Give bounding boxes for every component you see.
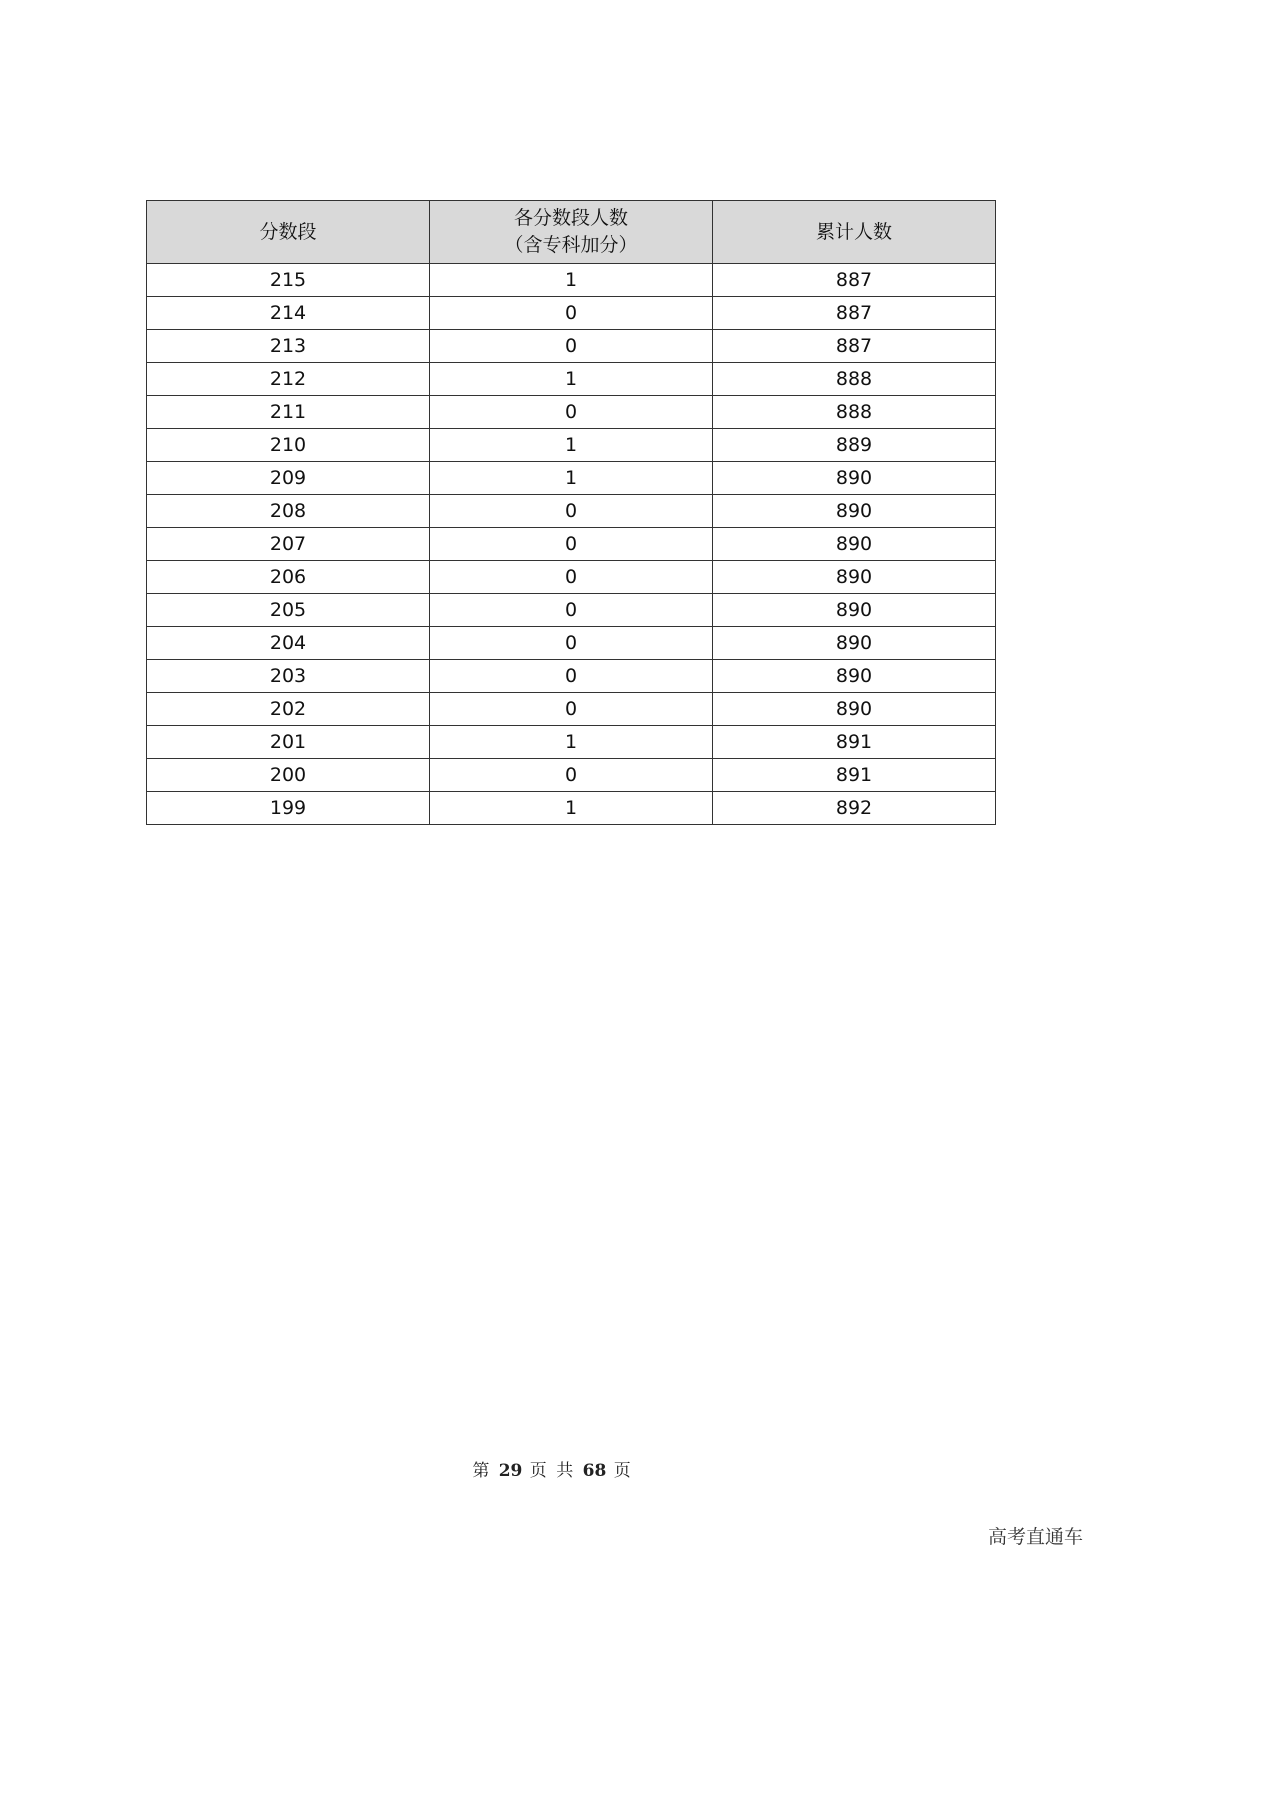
cell-score: 210 <box>147 429 430 462</box>
cell-cumulative: 892 <box>713 792 996 825</box>
cell-count: 0 <box>430 330 713 363</box>
page-footer <box>0 1456 1105 1481</box>
header-row <box>147 201 996 264</box>
cell-count: 0 <box>430 759 713 792</box>
table-body <box>147 264 996 825</box>
cell-count: 0 <box>430 693 713 726</box>
header-score <box>147 201 430 264</box>
table-row <box>147 495 996 528</box>
cell-cumulative: 887 <box>713 297 996 330</box>
table-row <box>147 693 996 726</box>
cell-score: 215 <box>147 264 430 297</box>
cell-count: 0 <box>430 561 713 594</box>
table-row <box>147 330 996 363</box>
table-row <box>147 462 996 495</box>
cell-count: 1 <box>430 726 713 759</box>
cell-score: 199 <box>147 792 430 825</box>
header-count <box>430 201 713 264</box>
cell-count: 0 <box>430 594 713 627</box>
cell-count: 0 <box>430 660 713 693</box>
table-row <box>147 429 996 462</box>
header-score-label: 分数段 <box>259 220 317 243</box>
cell-score: 202 <box>147 693 430 726</box>
cell-cumulative: 890 <box>713 462 996 495</box>
header-cumulative-label: 累计人数 <box>815 220 892 243</box>
cell-score: 201 <box>147 726 430 759</box>
footer-prefix: 第 <box>472 1461 492 1481</box>
cell-cumulative: 889 <box>713 429 996 462</box>
footer-suffix: 页 <box>613 1461 633 1481</box>
cell-count: 1 <box>430 462 713 495</box>
cell-score: 203 <box>147 660 430 693</box>
table-row <box>147 297 996 330</box>
watermark-text: 高考直通车 <box>987 1526 1083 1548</box>
table-row <box>147 363 996 396</box>
cell-score: 206 <box>147 561 430 594</box>
cell-count: 0 <box>430 627 713 660</box>
table-row <box>147 594 996 627</box>
footer-mid: 页 共 <box>529 1461 576 1481</box>
footer-total-pages: 68 <box>582 1461 607 1481</box>
cell-cumulative: 887 <box>713 330 996 363</box>
footer-current-page: 29 <box>498 1461 523 1481</box>
cell-cumulative: 891 <box>713 759 996 792</box>
cell-cumulative: 890 <box>713 495 996 528</box>
cell-count: 0 <box>430 297 713 330</box>
table-row <box>147 792 996 825</box>
cell-cumulative: 890 <box>713 627 996 660</box>
cell-score: 209 <box>147 462 430 495</box>
cell-score: 211 <box>147 396 430 429</box>
cell-score: 208 <box>147 495 430 528</box>
cell-score: 204 <box>147 627 430 660</box>
cell-count: 1 <box>430 264 713 297</box>
table-row <box>147 528 996 561</box>
header-count-line1: 各分数段人数 <box>513 207 628 229</box>
cell-score: 205 <box>147 594 430 627</box>
cell-cumulative: 887 <box>713 264 996 297</box>
table-row <box>147 660 996 693</box>
cell-cumulative: 890 <box>713 660 996 693</box>
cell-cumulative: 890 <box>713 693 996 726</box>
table-row <box>147 759 996 792</box>
cell-count: 0 <box>430 528 713 561</box>
header-cumulative <box>713 201 996 264</box>
cell-cumulative: 890 <box>713 528 996 561</box>
cell-score: 213 <box>147 330 430 363</box>
table-row <box>147 561 996 594</box>
cell-count: 1 <box>430 792 713 825</box>
cell-score: 200 <box>147 759 430 792</box>
cell-cumulative: 888 <box>713 396 996 429</box>
table-row <box>147 264 996 297</box>
cell-score: 212 <box>147 363 430 396</box>
cell-count: 1 <box>430 429 713 462</box>
cell-score: 207 <box>147 528 430 561</box>
cell-score: 214 <box>147 297 430 330</box>
table-row <box>147 396 996 429</box>
table-header <box>147 201 996 264</box>
cell-cumulative: 890 <box>713 594 996 627</box>
cell-cumulative: 891 <box>713 726 996 759</box>
table-row <box>147 726 996 759</box>
cell-count: 1 <box>430 363 713 396</box>
cell-cumulative: 888 <box>713 363 996 396</box>
cell-count: 0 <box>430 396 713 429</box>
cell-count: 0 <box>430 495 713 528</box>
table-row <box>147 627 996 660</box>
header-count-line2: （含专科加分） <box>504 234 638 256</box>
cell-cumulative: 890 <box>713 561 996 594</box>
score-distribution-table <box>146 200 996 825</box>
